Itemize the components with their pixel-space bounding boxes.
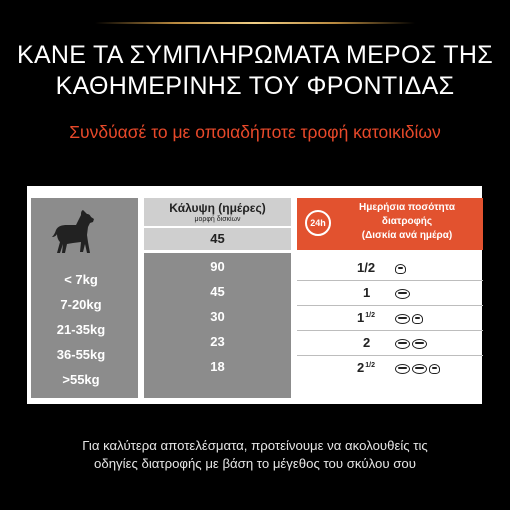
row-divider <box>297 305 483 306</box>
portion-fraction: 1/2 <box>365 311 375 319</box>
weight-row-5: >55kg <box>62 372 100 387</box>
subtitle: Συνδύασέ το με οποιαδήποτε τροφή κατοικιδίων <box>69 122 441 142</box>
coverage-subtitle: μορφή δισκίων <box>194 216 241 223</box>
portion-value: 1 <box>363 285 371 300</box>
portion-value: 1 <box>357 310 365 325</box>
weight-row-1: < 7kg <box>64 272 98 287</box>
footer-line-1: Για καλύτερα αποτελέσματα, προτείνουμε να ακολουθείς τις <box>82 438 428 453</box>
tablet-icon <box>412 339 427 349</box>
daily-title-line-1: Ημερήσια ποσότητα <box>359 202 455 213</box>
daily-title-line-2: διατροφής <box>381 216 433 227</box>
headline-line-1: ΚΑΝΕ ΤΑ ΣΥΜΠΛΗΡΩΜΑΤΑ ΜΕΡΟΣ ΤΗΣ <box>16 41 493 69</box>
clock-24h-icon: 24h <box>305 210 331 236</box>
portion-row-5 <box>357 360 375 375</box>
row-divider <box>297 355 483 356</box>
coverage-form-value: 45 <box>144 228 291 250</box>
portion-value: 1/2 <box>357 260 376 275</box>
coverage-header <box>144 198 291 226</box>
portion-row-4 <box>363 335 370 350</box>
tablet-icon <box>395 339 410 349</box>
tablet-icon <box>395 314 410 324</box>
days-row-2: 45 <box>210 284 225 299</box>
half-tablet-icon <box>412 314 423 324</box>
days-row-3: 30 <box>210 309 225 324</box>
tablet-icon <box>395 364 410 374</box>
row-divider <box>297 330 483 331</box>
weight-row-4: 36-55kg <box>56 347 106 362</box>
half-tablet-icon <box>429 364 440 374</box>
weight-row-3: 21-35kg <box>56 322 106 337</box>
daily-amount-title <box>337 201 477 243</box>
coverage-title: Κάλυψη (ημέρες) <box>169 201 266 215</box>
weight-column <box>31 198 138 398</box>
footer-note <box>0 437 510 473</box>
disc-icons-row-4 <box>395 339 427 349</box>
weight-row-2: 7-20kg <box>60 297 102 312</box>
tablet-icon <box>395 289 410 299</box>
disc-icons-row-2 <box>395 289 410 299</box>
disc-icons-row-1 <box>395 264 406 274</box>
days-row-1: 90 <box>210 259 225 274</box>
dog-icon <box>47 208 99 260</box>
half-tablet-icon <box>395 264 406 274</box>
disc-icons-row-3 <box>395 314 423 324</box>
dosage-table <box>27 186 482 404</box>
footer-line-2: οδηγίες διατροφής με βάση το μέγεθος του σκύλου σου <box>94 456 416 471</box>
top-gold-divider <box>95 22 415 24</box>
portion-row-1 <box>357 260 375 275</box>
daily-amount-header <box>297 198 483 250</box>
days-row-5: 18 <box>210 359 225 374</box>
row-divider <box>297 280 483 281</box>
disc-icons-row-5 <box>395 364 440 374</box>
days-row-4: 23 <box>210 334 225 349</box>
portion-row-3 <box>357 310 375 325</box>
portion-fraction: 1/2 <box>365 361 375 369</box>
headline <box>0 40 510 102</box>
portion-value: 2 <box>363 335 371 350</box>
headline-line-2: ΚΑΘΗΜΕΡΙΝΗΣ ΤΟΥ ΦΡΟΝΤΙΔΑΣ <box>55 72 455 100</box>
daily-title-line-3: (Δισκία ανά ημέρα) <box>361 230 453 241</box>
tablet-icon <box>412 364 427 374</box>
coverage-column <box>144 253 291 398</box>
portion-row-2 <box>363 285 370 300</box>
portion-value: 2 <box>357 360 365 375</box>
